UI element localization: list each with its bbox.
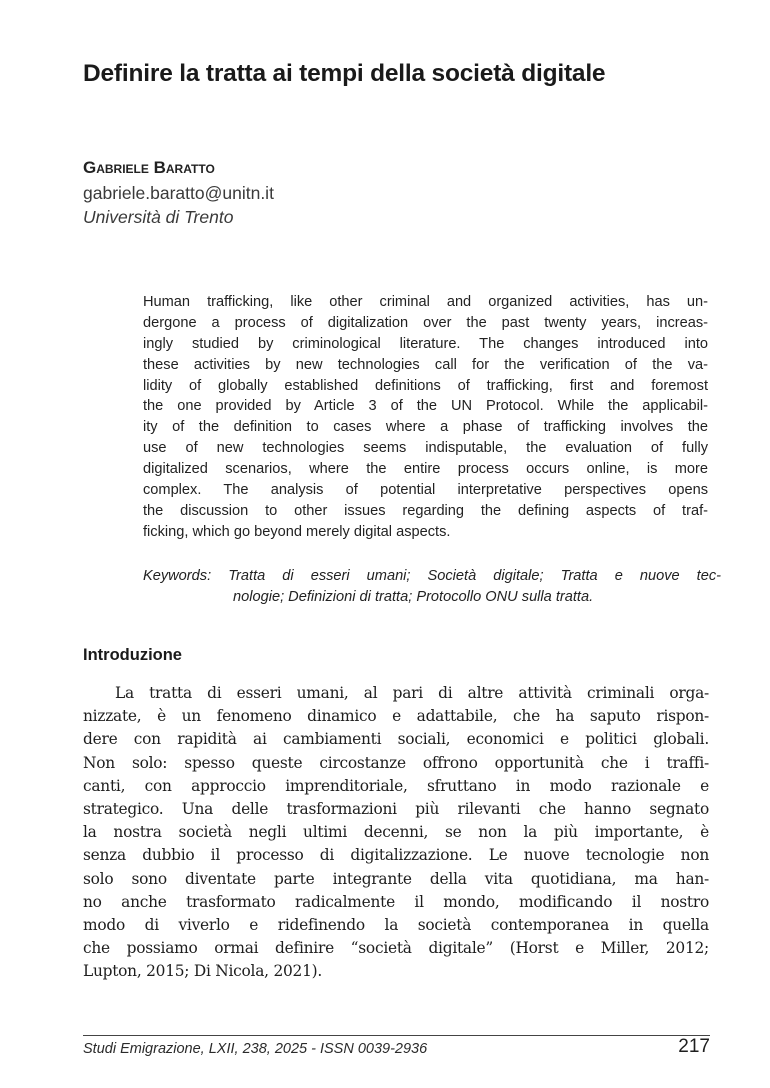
abstract-line: complex. The analysis of potential interpretative perspectives opens <box>143 482 708 499</box>
body-line: la nostra società negli ultimi decenni, se non la più importante, è <box>83 823 709 842</box>
body-line: nizzate, è un fenomeno dinamico e adattabile, che ha saputo rispon- <box>83 707 709 726</box>
abstract-line: Human trafficking, like other criminal and organized activities, has un- <box>143 294 708 310</box>
abstract-line: the one provided by Article 3 of the UN Protocol. While the applicabil- <box>143 398 708 415</box>
abstract <box>143 292 708 543</box>
abstract-line: the discussion to other issues regarding the defining aspects of traf- <box>143 502 708 519</box>
author-email: gabriele.baratto@unitn.it <box>83 183 274 203</box>
author-name <box>83 158 215 178</box>
abstract-line: dergone a process of digitalization over the past twenty years, increas- <box>143 314 708 331</box>
abstract-line: these activities by new technologies call for the verification of the va- <box>143 356 708 373</box>
page-number: 217 <box>678 1036 710 1057</box>
keywords <box>143 566 722 608</box>
keywords-label: Keywords: <box>143 568 212 584</box>
body-line: che possiamo ormai definire “società digitale” (Horst e Miller, 2012; <box>83 939 709 958</box>
body-line: La tratta di esseri umani, al pari di altre attività criminali orga- <box>115 684 709 702</box>
body-line: modo di viverlo e ridefinendo la società contemporanea in quella <box>83 915 709 934</box>
section-heading: Introduzione <box>83 646 182 664</box>
body-line: dere con rapidità ai cambiamenti sociali, economici e politici globali. <box>83 730 709 749</box>
footer-divider <box>83 1035 710 1036</box>
footer-journal-citation: Studi Emigrazione, LXII, 238, 2025 - ISSN 0039-2936 <box>83 1041 428 1057</box>
abstract-line: use of new technologies seems indisputable, the evaluation of fully <box>143 440 708 457</box>
author-name-text: Gabriele Baratto <box>83 158 215 177</box>
keywords-line-2: nologie; Definizioni di tratta; Protocollo ONU sulla tratta. <box>233 588 594 605</box>
abstract-line: ficking, which go beyond merely digital aspects. <box>143 523 451 540</box>
body-line: senza dubbio il processo di digitalizzazione. Le nuove tecnologie non <box>83 846 709 865</box>
abstract-line: digitalized scenarios, where the entire process occurs online, is more <box>143 461 708 478</box>
body-line: no anche trasformato radicalmente il mondo, modificando il nostro <box>83 892 709 911</box>
keywords-text: Tratta di esseri umani; Società digitale; Tratta e nuove tec- <box>228 568 722 584</box>
body-line: Non solo: spesso queste circostanze offrono opportunità che i traffi- <box>83 753 709 772</box>
body-line: solo sono diventate parte integrante della vita quotidiana, ma han- <box>83 869 709 888</box>
body-line: canti, con approccio imprenditoriale, sfruttano in modo razionale e <box>83 776 709 795</box>
author-affiliation: Università di Trento <box>83 207 234 227</box>
abstract-line: lidity of globally established definitions of trafficking, first and foremost <box>143 377 708 394</box>
keywords-line-1 <box>143 566 722 587</box>
body-paragraph <box>83 682 709 983</box>
article-title: Definire la tratta ai tempi della società digitale <box>83 60 606 87</box>
abstract-line: ingly studied by criminological literature. The changes introduced into <box>143 335 708 352</box>
body-line: strategico. Una delle trasformazioni più rilevanti che hanno segnato <box>83 799 709 818</box>
abstract-line: ity of the definition to cases where a phase of trafficking involves the <box>143 419 708 436</box>
body-line: Lupton, 2015; Di Nicola, 2021). <box>83 962 323 981</box>
